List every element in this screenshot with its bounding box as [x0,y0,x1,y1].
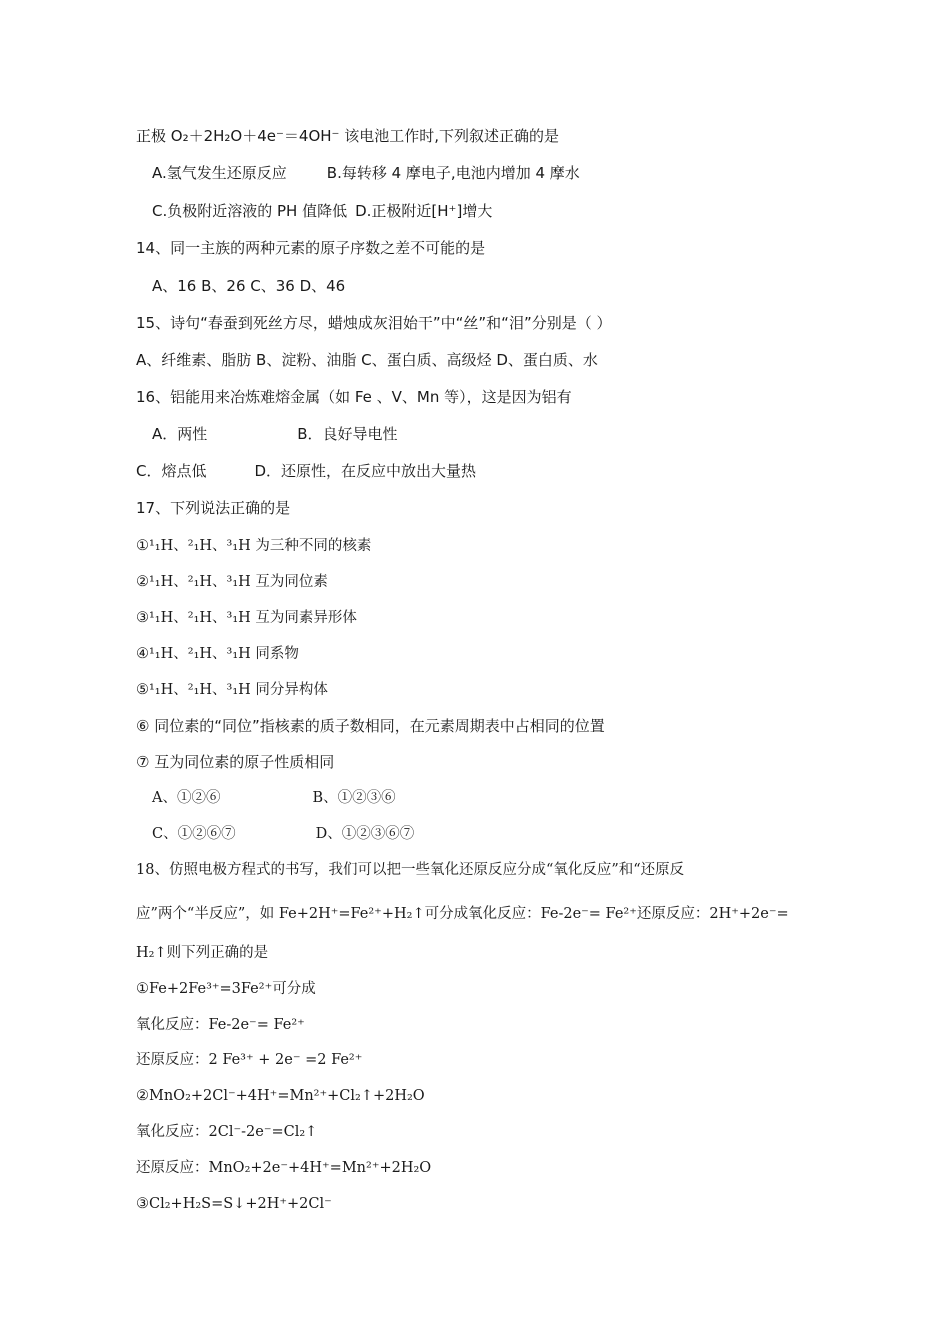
statement [136,716,605,736]
line-text: ③Cl₂+H₂S=S↓+2H⁺+2Cl⁻ [136,1196,332,1212]
line-text: ⑦ 互为同位素的原子性质相同 [136,753,335,771]
line-text: 18、仿照电极方程式的书写，我们可以把一些氧化还原反应分成“氧化反应”和“还原反 [136,862,685,878]
equation-line [136,1015,305,1035]
equation-line [136,1122,317,1142]
option-row [152,201,492,221]
option-a: A、①②⑥ [152,790,221,806]
option-a: A．两性 [152,425,208,443]
statement [136,644,299,664]
option-b: B.每转移 4 摩电子,电池内增加 4 摩水 [326,164,580,182]
equation-line [136,1158,431,1178]
line-text: A、16 B、26 C、36 D、46 [152,277,346,295]
line-text: A、纤维素、脂肪 B、淀粉、油脂 C、蛋白质、高级烃 D、蛋白质、水 [136,351,598,369]
question-14 [136,238,485,258]
line-text: ①¹₁H、²₁H、³₁H 为三种不同的核素 [136,538,372,554]
line-text: 15、诗句“春蚕到死丝方尽，蜡烛成灰泪始干”中“丝”和“泪”分别是（ ） [136,314,612,332]
question-17 [136,498,290,518]
option-b: B．良好导电性 [297,425,398,443]
line-text: ②¹₁H、²₁H、³₁H 互为同位素 [136,574,328,590]
option-a: A.氢气发生还原反应 [152,164,287,182]
line-text: 正极 O₂＋2H₂O＋4e⁻＝4OH⁻ 该电池工作时,下列叙述正确的是 [136,127,560,145]
option-c: C．熔点低 [136,462,207,480]
line-text: 还原反应：2 Fe³⁺ + 2e⁻ =2 Fe²⁺ [136,1052,363,1068]
line-text: 17、下列说法正确的是 [136,499,291,517]
statement [136,608,357,628]
line-text: H₂↑则下列正确的是 [136,945,269,961]
option-d: D.正极附近[H⁺]增大 [355,202,493,220]
line-text: 14、同一主族的两种元素的原子序数之差不可能的是 [136,239,486,257]
equation-line [136,1050,362,1070]
question-18-cont [136,904,789,924]
options-15 [136,350,598,370]
line-text: ②MnO₂+2Cl⁻+4H⁺=Mn²⁺+Cl₂↑+2H₂O [136,1088,425,1104]
line-text: ⑥ 同位素的“同位”指核素的质子数相同，在元素周期表中占相同的位置 [136,717,605,735]
question-15 [136,313,611,333]
statement [136,572,328,592]
line-text: ⑤¹₁H、²₁H、³₁H 同分异构体 [136,682,328,698]
option-row [136,461,476,481]
option-d: D．还原性，在反应中放出大量热 [254,462,477,480]
statement [136,752,334,772]
text-line [136,126,559,146]
statement [136,680,328,700]
statement [136,536,371,556]
option-c: C、①②⑥⑦ [152,826,236,842]
equation-line [136,1086,425,1106]
line-text: 氧化反应：Fe-2e⁻= Fe²⁺ [136,1017,305,1033]
question-18 [136,860,684,880]
option-row [152,163,580,183]
line-text: 还原反应：MnO₂+2e⁻+4H⁺=Mn²⁺+2H₂O [136,1160,432,1176]
line-text: ④¹₁H、²₁H、³₁H 同系物 [136,646,299,662]
line-text: 16、铝能用来冶炼难熔金属（如 Fe 、V、Mn 等），这是因为铝有 [136,388,572,406]
question-16 [136,387,572,407]
line-text: 应”两个“半反应”，如 Fe+2H⁺=Fe²⁺+H₂↑可分成氧化反应：Fe-2e⁻= Fe²⁺还原反应：2H⁺+2e⁻= [136,906,789,922]
equation-line [136,979,316,999]
option-row [152,824,414,844]
option-row [152,788,396,808]
line-text: ①Fe+2Fe³⁺=3Fe²⁺可分成 [136,981,316,997]
option-row [152,424,398,444]
line-text: 氧化反应：2Cl⁻-2e⁻=Cl₂↑ [136,1124,318,1140]
option-d: D、①②③⑥⑦ [315,826,415,842]
equation-line [136,1194,332,1214]
line-text: ③¹₁H、²₁H、³₁H 互为同素异形体 [136,610,357,626]
option-c: C.负极附近溶液的 PH 值降低 [152,202,348,220]
question-18-cont [136,943,268,963]
option-b: B、①②③⑥ [312,790,396,806]
options-14 [152,276,345,296]
